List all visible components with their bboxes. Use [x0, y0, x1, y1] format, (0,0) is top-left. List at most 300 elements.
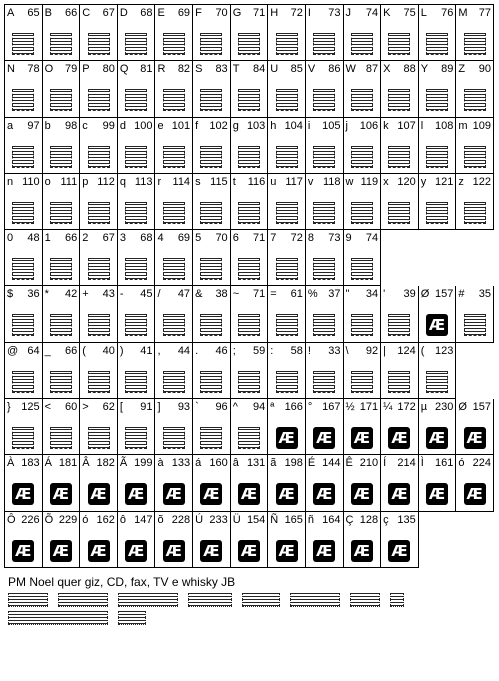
glyph-code-label: 122 [472, 175, 491, 188]
font-glyph-icon [351, 89, 373, 111]
glyph-character-label: á [195, 457, 202, 470]
glyph-code-label: 74 [365, 232, 379, 245]
glyph-cell [419, 5, 457, 61]
glyph-cell [5, 455, 43, 511]
glyph-character-label: c [82, 119, 88, 132]
glyph-character-label: ! [307, 344, 311, 357]
glyph-code-label: 135 [397, 513, 416, 526]
missing-glyph-icon [200, 540, 222, 562]
glyph-character-label: | [383, 344, 386, 357]
font-glyph-icon [125, 427, 147, 449]
glyph-character-label: - [119, 288, 124, 301]
glyph-code-label: 48 [27, 232, 40, 245]
glyph-cell [80, 61, 118, 117]
glyph-character-label: > [82, 401, 89, 414]
font-glyph-icon [125, 371, 147, 393]
glyph-code-label: 101 [171, 119, 191, 132]
font-glyph-icon [125, 314, 147, 336]
glyph-cell [344, 118, 382, 174]
glyph-character-label: q [119, 175, 126, 188]
glyph-code-label: 34 [365, 288, 379, 301]
glyph-code-label: 109 [472, 119, 491, 132]
font-glyph-icon [200, 314, 222, 336]
glyph-cell [344, 343, 382, 399]
glyph-character-label: 6 [232, 232, 239, 245]
glyph-code-label: 157 [472, 401, 491, 414]
glyph-character-label: 3 [119, 232, 126, 245]
glyph-code-label: 58 [290, 344, 303, 357]
glyph-character-label: + [82, 288, 89, 301]
glyph-cell [419, 174, 457, 230]
glyph-character-label: Ç [345, 513, 354, 526]
font-glyph-icon [351, 146, 373, 168]
glyph-cell [306, 399, 344, 455]
glyph-character-label: f [195, 119, 199, 132]
missing-glyph-icon [88, 540, 110, 562]
glyph-character-label: 8 [307, 232, 315, 245]
glyph-character-label: â [232, 457, 239, 470]
glyph-character-label: À [7, 457, 15, 470]
glyph-code-label: 64 [27, 344, 40, 357]
glyph-code-label: 210 [359, 457, 379, 470]
font-glyph-icon [238, 371, 260, 393]
font-glyph-icon [351, 33, 373, 55]
glyph-cell [193, 118, 231, 174]
font-glyph-icon [426, 371, 448, 393]
glyph-character-label: } [7, 401, 11, 414]
glyph-character-label: ' [383, 288, 386, 301]
glyph-cell [43, 286, 81, 342]
glyph-code-label: 183 [21, 457, 40, 470]
sample-word [290, 593, 340, 607]
font-glyph-icon [125, 33, 147, 55]
glyph-cell [5, 286, 43, 342]
font-glyph-icon [88, 33, 110, 55]
glyph-character-label: L [420, 7, 427, 19]
glyph-character-label: R [157, 63, 166, 76]
glyph-character-label: 9 [345, 232, 352, 245]
font-glyph-icon [200, 371, 222, 393]
font-glyph-icon [238, 202, 260, 224]
glyph-cell [231, 230, 269, 286]
glyph-character-label: & [195, 288, 203, 301]
font-glyph-icon [313, 371, 335, 393]
glyph-cell [80, 174, 118, 230]
glyph-character-label: A [7, 7, 15, 19]
sample-word [8, 593, 48, 607]
glyph-character-label: 4 [157, 232, 164, 245]
glyph-cell [43, 343, 81, 399]
glyph-code-label: 106 [359, 119, 379, 132]
font-glyph-icon [464, 146, 486, 168]
glyph-character-label: [ [119, 401, 123, 414]
glyph-character-label: ª [270, 401, 275, 414]
font-glyph-icon [88, 202, 110, 224]
missing-glyph-icon [12, 483, 34, 505]
font-glyph-icon [426, 33, 448, 55]
glyph-character-label: : [270, 344, 274, 357]
glyph-cell [155, 455, 193, 511]
glyph-character-label: 2 [82, 232, 89, 245]
glyph-character-label: ) [119, 344, 124, 357]
glyph-code-label: 198 [284, 457, 303, 470]
sample-rendered-line-1 [8, 592, 492, 608]
glyph-cell [231, 5, 269, 61]
font-glyph-icon [464, 202, 486, 224]
glyph-character-label: Â [82, 457, 90, 470]
sample-word [390, 593, 404, 607]
glyph-code-label: 44 [177, 344, 191, 357]
glyph-code-label: 102 [209, 119, 228, 132]
glyph-code-label: 88 [403, 63, 416, 76]
glyph-code-label: 91 [140, 401, 153, 414]
glyph-character-label: a [7, 119, 14, 132]
glyph-character-label: < [44, 401, 52, 414]
glyph-character-label: u [270, 175, 277, 188]
glyph-cell [80, 118, 118, 174]
glyph-code-label: 166 [284, 401, 303, 414]
glyph-character-label: M [458, 7, 468, 19]
font-glyph-icon [200, 33, 222, 55]
font-glyph-icon [351, 258, 373, 280]
font-glyph-icon [351, 202, 373, 224]
glyph-character-label: D [119, 7, 128, 19]
glyph-cell [344, 286, 382, 342]
font-glyph-icon [388, 33, 410, 55]
font-glyph-icon [464, 314, 486, 336]
glyph-code-label: 67 [102, 7, 115, 19]
glyph-cell [155, 512, 193, 568]
glyph-character-label: ô [119, 513, 126, 526]
glyph-character-label: ½ [345, 401, 355, 414]
glyph-code-label: 45 [140, 288, 153, 301]
glyph-character-label: / [157, 288, 161, 301]
glyph-cell [268, 61, 306, 117]
font-glyph-icon [50, 258, 72, 280]
glyph-code-label: 59 [253, 344, 266, 357]
font-glyph-icon [313, 258, 335, 280]
glyph-code-label: 86 [328, 63, 341, 76]
glyph-character-label: N [7, 63, 15, 76]
glyph-cell [306, 174, 344, 230]
glyph-code-label: 125 [21, 401, 40, 414]
glyph-cell [231, 286, 269, 342]
glyph-code-label: 224 [472, 457, 491, 470]
glyph-character-label: * [44, 288, 49, 301]
sample-word [350, 593, 380, 607]
glyph-code-label: 85 [290, 63, 303, 76]
glyph-cell [306, 286, 344, 342]
glyph-cell [456, 343, 494, 399]
glyph-code-label: 84 [253, 63, 266, 76]
glyph-code-label: 71 [253, 232, 266, 245]
glyph-cell [344, 399, 382, 455]
glyph-cell [5, 5, 43, 61]
glyph-cell [306, 5, 344, 61]
glyph-cell [306, 118, 344, 174]
glyph-character-label: E [157, 7, 165, 19]
glyph-code-label: 42 [64, 288, 78, 301]
glyph-character-label: h [270, 119, 277, 132]
font-glyph-icon [12, 89, 34, 111]
glyph-code-label: 99 [102, 119, 115, 132]
glyph-character-label: " [345, 288, 350, 301]
glyph-cell [43, 230, 81, 286]
missing-glyph-icon [426, 483, 448, 505]
glyph-cell [381, 455, 419, 511]
font-glyph-icon [238, 314, 260, 336]
glyph-character-label: l [420, 119, 424, 132]
glyph-character-label: K [383, 7, 391, 19]
glyph-character-label: Ô [7, 513, 16, 526]
glyph-character-label: % [307, 288, 318, 301]
glyph-character-label: C [82, 7, 91, 19]
glyph-cell [456, 174, 494, 230]
glyph-code-label: 229 [58, 513, 78, 526]
glyph-code-label: 73 [328, 7, 341, 19]
font-glyph-icon [12, 258, 34, 280]
glyph-character-label: õ [157, 513, 164, 526]
glyph-code-label: 67 [102, 232, 115, 245]
font-glyph-icon [200, 89, 222, 111]
glyph-cell [381, 343, 419, 399]
glyph-cell [43, 174, 81, 230]
sample-word [242, 593, 280, 607]
glyph-code-label: 230 [435, 401, 454, 414]
glyph-cell [231, 118, 269, 174]
glyph-cell [231, 455, 269, 511]
font-glyph-icon [12, 371, 34, 393]
glyph-code-label: 114 [172, 175, 191, 188]
glyph-character-label: F [195, 7, 202, 19]
glyph-cell [268, 399, 306, 455]
glyph-cell [193, 230, 231, 286]
glyph-character-label: Ø [458, 401, 467, 414]
font-glyph-icon [200, 146, 222, 168]
glyph-cell [43, 118, 81, 174]
missing-glyph-icon [276, 427, 298, 449]
glyph-code-label: 82 [177, 63, 191, 76]
missing-glyph-icon [351, 540, 373, 562]
glyph-code-label: 70 [215, 232, 228, 245]
glyph-character-label: P [82, 63, 90, 76]
glyph-character-label: 0 [7, 232, 14, 245]
glyph-cell [155, 230, 193, 286]
glyph-cell [268, 512, 306, 568]
sample-word [8, 611, 108, 625]
missing-glyph-icon [313, 427, 335, 449]
glyph-code-label: 108 [435, 119, 454, 132]
glyph-cell [456, 61, 494, 117]
glyph-cell [118, 174, 156, 230]
glyph-code-label: 167 [322, 401, 341, 414]
glyph-code-label: 96 [215, 401, 228, 414]
missing-glyph-icon [163, 540, 185, 562]
glyph-character-label: x [383, 175, 389, 188]
glyph-character-label: ; [232, 344, 236, 357]
glyph-cell [268, 286, 306, 342]
glyph-cell [118, 118, 156, 174]
glyph-cell [381, 399, 419, 455]
glyph-cell [80, 5, 118, 61]
glyph-cell [419, 286, 457, 342]
glyph-code-label: 104 [284, 119, 303, 132]
glyph-code-label: 110 [22, 175, 40, 188]
glyph-cell [193, 286, 231, 342]
glyph-character-label: X [383, 63, 391, 76]
glyph-character-label: s [195, 175, 201, 188]
glyph-character-label: @ [7, 344, 19, 357]
glyph-cell [344, 512, 382, 568]
glyph-code-label: 113 [134, 175, 153, 188]
glyph-character-label: d [119, 119, 126, 132]
missing-glyph-icon [125, 483, 147, 505]
glyph-cell [5, 343, 43, 399]
glyph-code-label: 80 [102, 63, 115, 76]
glyph-cell [419, 399, 457, 455]
font-glyph-icon [238, 427, 260, 449]
glyph-cell [155, 399, 193, 455]
glyph-character-label: Õ [44, 513, 54, 526]
glyph-code-label: 119 [360, 175, 379, 188]
font-glyph-icon [163, 314, 185, 336]
font-glyph-icon [276, 146, 298, 168]
font-glyph-icon [388, 146, 410, 168]
glyph-character-label: g [232, 119, 239, 132]
glyph-code-label: 115 [210, 175, 228, 188]
glyph-cell [231, 343, 269, 399]
missing-glyph-icon [426, 427, 448, 449]
glyph-cell [381, 174, 419, 230]
font-glyph-icon [50, 33, 72, 55]
glyph-cell [80, 399, 118, 455]
glyph-character-label: ñ [307, 513, 315, 526]
glyph-code-label: 94 [253, 401, 266, 414]
missing-glyph-icon [464, 427, 486, 449]
font-glyph-icon [464, 33, 486, 55]
glyph-character-label: B [44, 7, 52, 19]
glyph-character-label: p [82, 175, 89, 188]
glyph-character-label: = [270, 288, 277, 301]
glyph-code-label: 71 [253, 288, 266, 301]
glyph-cell [306, 455, 344, 511]
glyph-code-label: 182 [96, 457, 115, 470]
font-glyph-icon [163, 371, 185, 393]
glyph-character-label: e [157, 119, 164, 132]
glyph-code-label: 71 [253, 7, 266, 19]
font-glyph-icon [50, 314, 72, 336]
font-glyph-icon [276, 89, 298, 111]
glyph-cell [155, 61, 193, 117]
glyph-code-label: 62 [102, 401, 115, 414]
glyph-character-label: Í [383, 457, 387, 470]
glyph-code-label: 74 [365, 7, 379, 19]
character-map-grid [4, 4, 494, 568]
glyph-code-label: 60 [64, 401, 78, 414]
font-glyph-icon [163, 202, 185, 224]
glyph-character-label: _ [44, 344, 51, 357]
glyph-character-label: b [44, 119, 51, 132]
glyph-cell [231, 512, 269, 568]
glyph-code-label: 75 [403, 7, 416, 19]
font-glyph-icon [50, 202, 72, 224]
glyph-code-label: 77 [478, 7, 491, 19]
glyph-cell [155, 286, 193, 342]
font-glyph-icon [313, 202, 335, 224]
glyph-code-label: 35 [478, 288, 491, 301]
font-glyph-icon [313, 89, 335, 111]
glyph-character-label: ó [82, 513, 89, 526]
glyph-cell [344, 455, 382, 511]
font-glyph-icon [125, 146, 147, 168]
glyph-code-label: 162 [96, 513, 115, 526]
font-glyph-icon [88, 146, 110, 168]
glyph-cell [193, 61, 231, 117]
missing-glyph-icon [464, 483, 486, 505]
glyph-code-label: 120 [397, 175, 416, 188]
font-glyph-icon [238, 33, 260, 55]
glyph-code-label: 61 [290, 288, 303, 301]
missing-glyph-icon [276, 540, 298, 562]
glyph-character-label: G [232, 7, 242, 19]
glyph-code-label: 98 [64, 119, 78, 132]
glyph-cell [456, 399, 494, 455]
font-glyph-icon [163, 427, 185, 449]
glyph-code-label: 92 [365, 344, 379, 357]
glyph-cell [419, 61, 457, 117]
glyph-code-label: 118 [322, 175, 341, 188]
glyph-cell [193, 399, 231, 455]
glyph-code-label: 226 [21, 513, 40, 526]
font-glyph-icon [426, 202, 448, 224]
glyph-cell [381, 512, 419, 568]
font-glyph-icon [88, 258, 110, 280]
glyph-cell [381, 61, 419, 117]
font-glyph-icon [313, 33, 335, 55]
glyph-code-label: 90 [478, 63, 491, 76]
glyph-character-label: z [458, 175, 464, 188]
glyph-cell [118, 455, 156, 511]
sample-word [118, 593, 178, 607]
glyph-code-label: 116 [247, 175, 266, 188]
glyph-code-label: 172 [397, 401, 416, 414]
glyph-code-label: 124 [397, 344, 416, 357]
font-glyph-icon [276, 33, 298, 55]
missing-glyph-icon [200, 483, 222, 505]
glyph-cell [306, 343, 344, 399]
glyph-cell [231, 174, 269, 230]
glyph-code-label: 111 [60, 175, 78, 188]
missing-glyph-icon [238, 540, 260, 562]
font-glyph-icon [88, 427, 110, 449]
glyph-code-label: 97 [27, 119, 40, 132]
glyph-code-label: 154 [246, 513, 266, 526]
glyph-cell [80, 512, 118, 568]
glyph-code-label: 100 [134, 119, 153, 132]
glyph-cell [118, 399, 156, 455]
glyph-character-label: H [270, 7, 279, 19]
missing-glyph-icon [313, 540, 335, 562]
glyph-character-label: ^ [232, 401, 238, 414]
glyph-cell [419, 118, 457, 174]
missing-glyph-icon [351, 483, 373, 505]
glyph-character-label: Ú [195, 513, 204, 526]
glyph-cell [268, 230, 306, 286]
glyph-cell [193, 5, 231, 61]
glyph-cell [344, 61, 382, 117]
glyph-code-label: 69 [177, 232, 191, 245]
sample-word [118, 611, 146, 625]
